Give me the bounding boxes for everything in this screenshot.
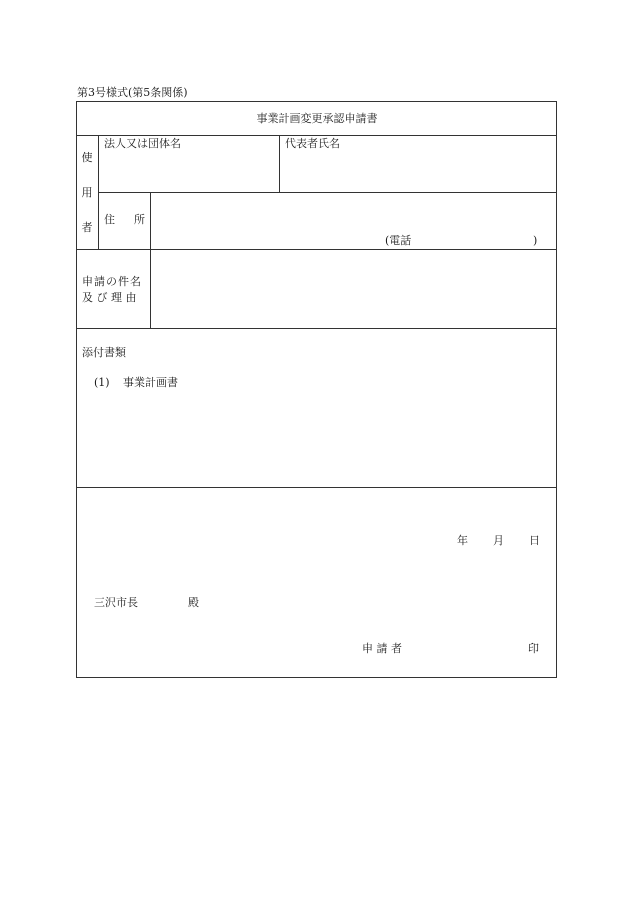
phone-label-close: ) <box>533 234 538 247</box>
honorific-label: 殿 <box>188 596 199 609</box>
divider-label-column <box>150 192 151 328</box>
frame-top-border <box>76 101 557 102</box>
frame-bottom-border <box>76 677 557 678</box>
divider-title-row <box>76 135 557 136</box>
seal-label: 印 <box>528 642 539 655</box>
divider-name-columns <box>279 135 280 192</box>
attachments-heading: 添付書類 <box>82 346 126 359</box>
addressee-label: 三沢市長 <box>94 596 138 609</box>
subject-label-line1: 申請の件名 <box>82 275 142 288</box>
attachment-item-label: 事業計画書 <box>123 376 178 389</box>
organization-name-field[interactable] <box>100 152 276 190</box>
divider-attachment-row <box>76 487 557 488</box>
applicant-signature-field[interactable] <box>412 640 522 656</box>
attachment-item-number: (1) <box>94 376 110 389</box>
divider-subject-row <box>76 328 557 329</box>
applicant-side-label-char: 使 <box>81 151 93 164</box>
divider-applicant-side <box>98 135 99 249</box>
date-month-label: 月 <box>493 534 504 547</box>
applicant-side-label-char: 者 <box>81 221 93 234</box>
subject-reason-field[interactable] <box>153 252 553 325</box>
subject-label-line2: 及 び 理 由 <box>82 291 137 304</box>
date-day-label: 日 <box>529 534 540 547</box>
form-number-label: 第3号様式(第5条関係) <box>77 86 188 99</box>
phone-field[interactable] <box>418 232 528 247</box>
form-title: 事業計画変更承認申請書 <box>256 112 378 125</box>
frame-right-border <box>556 101 557 678</box>
address-label-char: 住 <box>104 213 115 226</box>
address-label-char: 所 <box>134 213 145 226</box>
representative-name-label: 代表者氏名 <box>285 137 340 150</box>
divider-applicant-row <box>76 249 557 250</box>
representative-name-field[interactable] <box>282 152 554 190</box>
phone-label-open: (電話 <box>385 234 412 247</box>
applicant-side-label-char: 用 <box>81 186 93 199</box>
date-year-label: 年 <box>457 534 468 547</box>
address-field[interactable] <box>153 195 553 229</box>
applicant-signature-label: 申 請 者 <box>362 642 402 655</box>
organization-name-label: 法人又は団体名 <box>104 137 181 150</box>
divider-name-row <box>98 192 557 193</box>
